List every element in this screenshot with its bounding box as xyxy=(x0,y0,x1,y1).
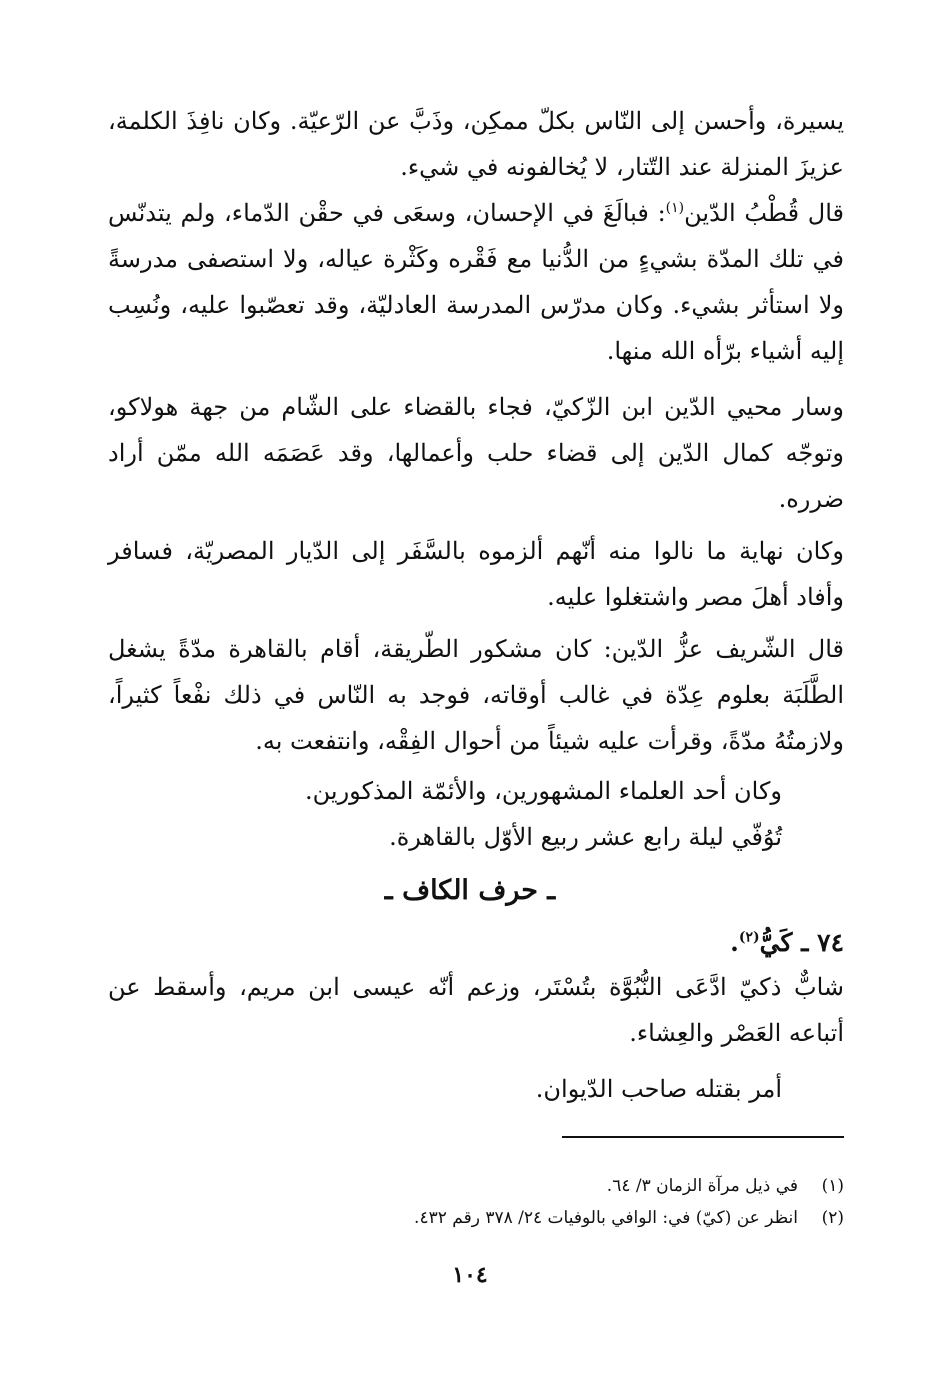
paragraph-3 xyxy=(108,384,844,522)
entry-title xyxy=(730,920,844,966)
footnotes xyxy=(120,1170,844,1234)
paragraph-6 xyxy=(120,768,782,860)
paragraph-2-text-end: : فبالَغَ في الإحسان، وسعَى في حقْن الدّماء، ولم يتدنّس في تلك المدّة بشيءٍ من الدُّنيا مع فَقْره وكَثْرة عياله، ولا استصفى مدرسةً ولا استأثر بشيء. وكان مدرّس المدرسة العادليّة، وقد تعصّبوا عليه، ونُسِب إليه أشياء برّأه الله منها. xyxy=(108,199,844,365)
paragraph-5 xyxy=(108,626,844,764)
page-number: ١٠٤ xyxy=(452,1262,488,1288)
paragraph-8 xyxy=(536,1066,782,1112)
footnote-1-text: في ذيل مرآة الزمان ٣/ ٦٤. xyxy=(606,1176,798,1196)
paragraph-2 xyxy=(108,190,844,374)
footnote-2-text: انظر عن (كيّ) في: الوافي بالوفيات ٢٤/ ٣٧٨ رقم ٤٣٢. xyxy=(414,1208,798,1228)
paragraph-3-text: وسار محيي الدّين ابن الزّكيّ، فجاء بالقضاء على الشّام من جهة هولاكو، وتوجّه كمال الدّين إلى قضاء حلب وأعمالها، وقد عَصَمَه الله ممّن أراد ضرره. xyxy=(108,393,844,513)
footnote-ref-2[interactable]: (٢) xyxy=(738,929,760,946)
paragraph-6-line-1: وكان أحد العلماء المشهورين، والأئمّة المذكورين. xyxy=(305,777,782,805)
footnote-divider xyxy=(562,1136,844,1138)
entry-title-end: . xyxy=(730,928,739,957)
footnote-1-number: (١) xyxy=(821,1176,844,1196)
paragraph-6-line-2: تُوُفّي ليلة رابع عشر ربيع الأوّل بالقاهرة. xyxy=(389,823,782,851)
footnote-2-number: (٢) xyxy=(821,1208,844,1228)
entry-number-name: ٧٤ ـ كَيُّ xyxy=(759,928,844,957)
paragraph-1 xyxy=(108,98,844,190)
paragraph-4 xyxy=(108,528,844,620)
paragraph-1-text: يسيرة، وأحسن إلى النّاس بكلّ ممكِن، وذَبَّ عن الرّعيّة. وكان نافِذَ الكلمة، عزيزَ المنزلة عند التّتار، لا يُخالفونه في شيء. xyxy=(108,107,844,181)
footnote-1 xyxy=(120,1170,844,1202)
section-heading: ـ حرف الكاف ـ xyxy=(384,875,556,906)
paragraph-4-text: وكان نهاية ما نالوا منه أنّهم ألزموه بالسَّفَر إلى الدّيار المصريّة، فسافر وأفاد أهلَ مصر واشتغلوا عليه. xyxy=(108,537,844,611)
paragraph-7 xyxy=(108,964,844,1056)
footnote-ref-1[interactable]: (١) xyxy=(665,200,685,216)
paragraph-5-text: قال الشّريف عزُّ الدّين: كان مشكور الطّريقة، أقام بالقاهرة مدّةً يشغل الطَّلَبَة بعلوم عِدّة في غالب أوقاته، فوجد به النّاس في ذلك نفْعاً كثيراً، ولازمتُهُ مدّةً، وقرأت عليه شيئاً من أحوال الفِقْه، وانتفعت به. xyxy=(108,635,844,755)
paragraph-2-text-start: قال قُطْبُ الدّين xyxy=(684,199,845,227)
paragraph-8-text: أمر بقتله صاحب الدّيوان. xyxy=(535,1075,782,1103)
footnote-2 xyxy=(120,1202,844,1234)
paragraph-7-text: شابٌّ ذكيّ ادَّعَى النُّبُوَّة بتُسْتَر، وزعم أنّه عيسى ابن مريم، وأسقط عن أتباعه العَصْر والعِشاء. xyxy=(108,973,844,1047)
